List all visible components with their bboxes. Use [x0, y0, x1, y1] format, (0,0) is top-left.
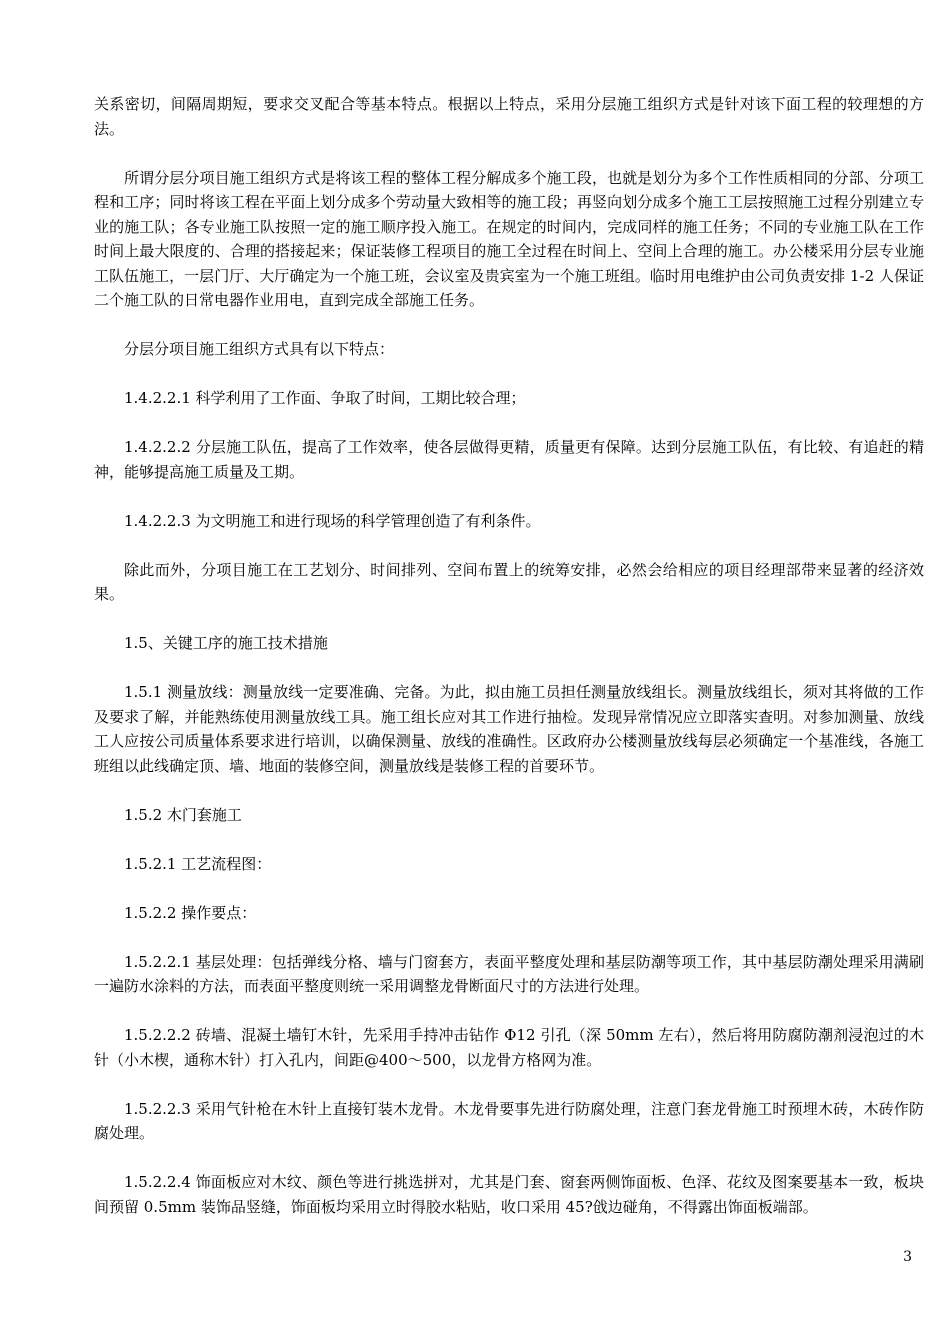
paragraph: 1.5.2.2.3 采用气针枪在木针上直接钉装木龙骨。木龙骨要事先进行防腐处理，注意门套龙骨施工时预埋木砖，木砖作防腐处理。 — [94, 1099, 924, 1142]
paragraph: 所谓分层分项目施工组织方式是将该工程的整体工程分解成多个施工段，也就是划分为多个工作性质相同的分部、分项工程和工序；同时将该工程在平面上划分成多个劳动量大致相等的施工段；再竖向划分成多个施工工层按照施工过程分别建立专业的施工队；各专业施工队按照一定的施工顺序投入施工。在规定的时间内，完成同样的施工任务；不同的专业施工队在工作时间上最大限度的、合理的搭接起来；保证装修工程项目的施工全过程在时间上、空间上合理的施工。办公楼采用分层专业施工队伍施工，一层门厅、大厅确定为一个施工班，会议室及贵宾室为一个施工班组。临时用电维护由公司负责安排 1-2 人保证二个施工队的日常电器作业用电，直到完成全部施工任务。 — [94, 168, 924, 309]
page-number: 3 — [903, 1249, 912, 1265]
subsection-heading: 1.5.2.2 操作要点： — [124, 903, 257, 922]
paragraph: 除此而外，分项目施工在工艺划分、时间排列、空间布置上的统筹安排，必然会给相应的项目经理部带来显著的经济效果。 — [94, 560, 924, 603]
paragraph: 1.5.2.2.2 砖墙、混凝土墙钉木针，先采用手持冲击钻作 Φ12 引孔（深 50mm 左右），然后将用防腐防潮剂浸泡过的木针（小木楔，通称木针）打入孔内，间距@400～500，以龙骨方格网为准。 — [94, 1026, 924, 1069]
section-heading: 1.5、关键工序的施工技术措施 — [124, 634, 328, 652]
document-body — [94, 92, 924, 1244]
paragraph: 分层分项目施工组织方式具有以下特点： — [124, 340, 395, 358]
paragraph: 1.5.1 测量放线：测量放线一定要准确、完备。为此，拟由施工员担任测量放线组长。测量放线组长，须对其将做的工作及要求了解，并能熟练使用测量放线工具。施工组长应对其工作进行抽检。发现异常情况应立即落实查明。对参加测量、放线工人应按公司质量体系要求进行培训，以确保测量、放线的准确性。区政府办公楼测量放线每层必须确定一个基准线，各施工班组以此线确定顶、墙、地面的装修空间，测量放线是装修工程的首要环节。 — [94, 683, 924, 775]
paragraph: 1.4.2.2.3 为文明施工和进行现场的科学管理创造了有利条件。 — [124, 511, 541, 530]
paragraph: 1.4.2.2.2 分层施工队伍，提高了工作效率，使各层做得更精，质量更有保障。达到分层施工队伍，有比较、有追赶的精神，能够提高施工质量及工期。 — [94, 438, 924, 481]
subsection-heading: 1.5.2.1 工艺流程图： — [124, 854, 272, 873]
paragraph: 关系密切，间隔周期短，要求交叉配合等基本特点。根据以上特点，采用分层施工组织方式是针对该下面工程的较理想的方法。 — [94, 95, 924, 138]
paragraph: 1.5.2.2.4 饰面板应对木纹、颜色等进行挑选拼对，尤其是门套、窗套两侧饰面板、色泽、花纹及图案要基本一致，板块间预留 0.5mm 装饰品竖缝，饰面板均采用立时得胶水粘贴，收口采用 45?戗边碰角，不得露出饰面板端部。 — [94, 1173, 924, 1216]
paragraph: 1.4.2.2.1 科学利用了工作面、争取了时间，工期比较合理； — [124, 389, 526, 407]
paragraph: 1.5.2.2.1 基层处理：包括弹线分格、墙与门窗套方，表面平整度处理和基层防潮等项工作，其中基层防潮处理采用满刷一遍防水涂料的方法，而表面平整度则统一采用调整龙骨断面尺寸的方法进行处理。 — [94, 952, 924, 995]
subsection-heading: 1.5.2 木门套施工 — [124, 805, 242, 824]
